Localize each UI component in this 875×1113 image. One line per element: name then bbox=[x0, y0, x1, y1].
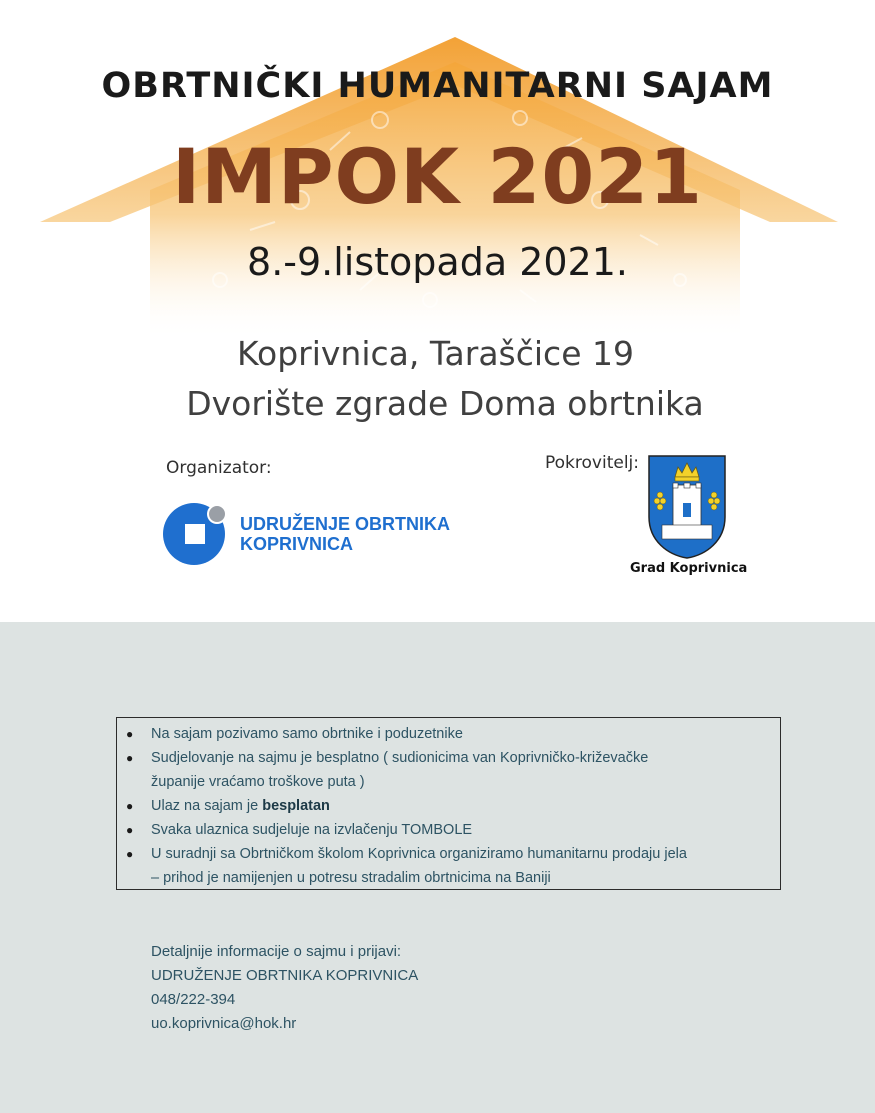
list-item-text: županije vraćamo troškove puta ) bbox=[151, 774, 365, 790]
sponsor-name: Grad Koprivnica bbox=[630, 561, 748, 576]
fair-title: OBRTNIČKI HUMANITARNI SAJAM bbox=[101, 66, 774, 106]
contact-org: UDRUŽENJE OBRTNIKA KOPRIVNICA bbox=[151, 967, 419, 984]
list-item-continuation bbox=[117, 866, 780, 890]
list-item-continuation bbox=[117, 770, 780, 794]
contact-email: uo.koprivnica@hok.hr bbox=[151, 1015, 297, 1032]
bullet-icon: ● bbox=[126, 823, 134, 837]
list-item-text: Svaka ulaznica sudjeluje na izvlačenju TOMBOLE bbox=[151, 822, 473, 838]
list-item-text: Ulaz na sajam je bbox=[151, 798, 263, 814]
notice-box bbox=[116, 717, 781, 890]
bullet-icon: ● bbox=[126, 847, 134, 861]
organizer-name bbox=[240, 514, 450, 554]
contact-info bbox=[151, 940, 418, 1036]
location-address bbox=[0, 334, 875, 373]
list-item bbox=[117, 746, 780, 770]
event-name: IMPOK 2021 bbox=[171, 132, 704, 221]
bullet-icon: ● bbox=[126, 727, 134, 741]
list-item bbox=[117, 794, 780, 818]
list-item bbox=[117, 818, 780, 842]
uo-logo-icon bbox=[160, 498, 240, 570]
organizer-name-line2: KOPRIVNICA bbox=[240, 534, 354, 554]
list-item-text: U suradnji sa Obrtničkom školom Koprivnica organiziramo humanitarnu prodaju jela bbox=[151, 846, 687, 862]
list-item-text: – prihod je namijenjen u potresu stradalim obrtnicima na Baniji bbox=[151, 870, 551, 886]
sponsor-label: Pokrovitelj: bbox=[545, 453, 639, 473]
contact-intro: Detaljnije informacije o sajmu i prijavi: bbox=[151, 943, 402, 960]
list-item-bold-text: besplatan bbox=[262, 798, 330, 814]
list-item bbox=[117, 842, 780, 866]
contact-phone: 048/222-394 bbox=[151, 991, 236, 1008]
list-item-text: Sudjelovanje na sajmu je besplatno ( sudionicima van Koprivničko-križevačke bbox=[151, 750, 649, 766]
koprivnica-crest-icon bbox=[648, 455, 726, 559]
organizer-label: Organizator: bbox=[166, 458, 272, 478]
organizer-name-line1: UDRUŽENJE OBRTNIKA bbox=[240, 514, 451, 534]
location-venue: Dvorište zgrade Doma obrtnika bbox=[186, 384, 704, 423]
list-item-text: Na sajam pozivamo samo obrtnike i poduzetnike bbox=[151, 726, 463, 742]
list-item bbox=[117, 722, 780, 746]
notice-list bbox=[117, 718, 780, 890]
event-date: 8.-9.listopada 2021. bbox=[247, 240, 628, 284]
bullet-icon: ● bbox=[126, 751, 134, 765]
bullet-icon: ● bbox=[126, 799, 134, 813]
location-address-text: Koprivnica, Taraščice 19 bbox=[237, 334, 634, 373]
